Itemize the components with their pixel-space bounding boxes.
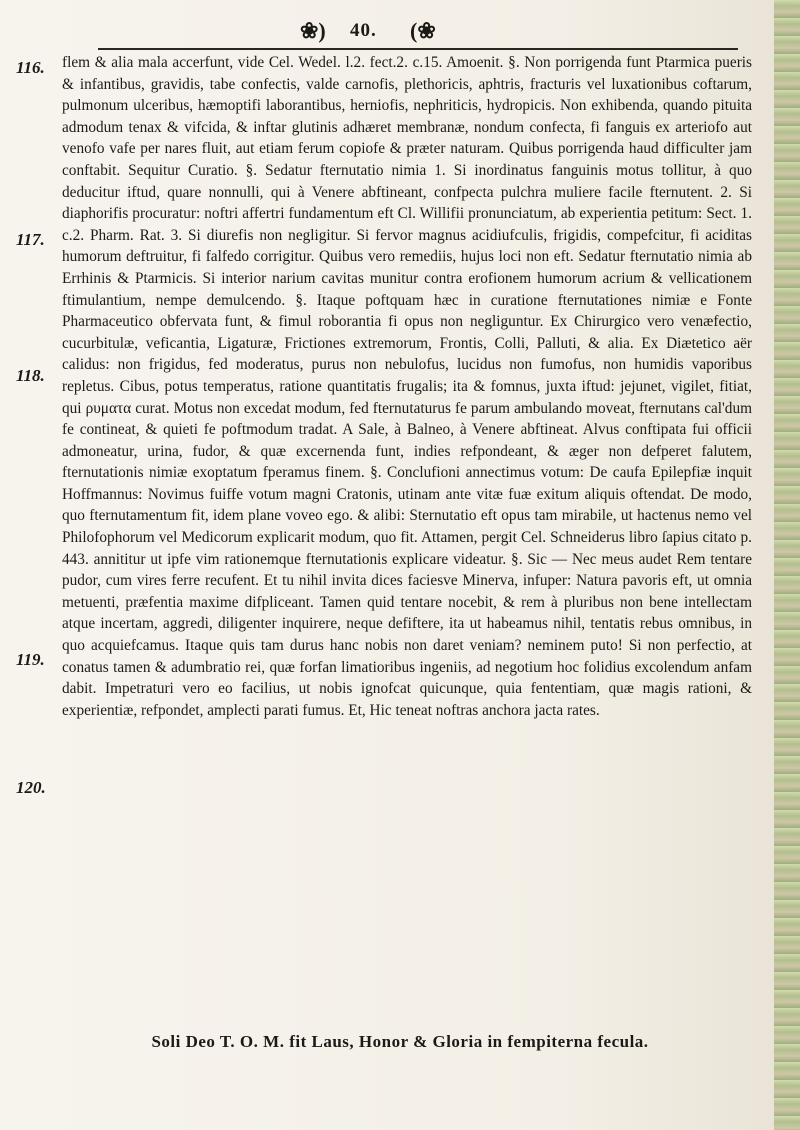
margin-number: 120. [16,778,46,797]
ornament-right: (❀ [410,18,436,43]
closing-doxology: Soli Deo T. O. M. fit Laus, Honor & Gloria in fempiterna fecula. [151,1032,649,1051]
page-header [0,10,800,46]
ornament-left: ❀) [300,18,326,43]
body-paragraph: flem & alia mala accerfunt, vide Cel. Wedel. l.2. fect.2. c.15. Amoenit. §. Non porrigenda funt Ptarmica pueris & infantibus, gravidis, tabe confectis, valde carnofis, plethoricis, aphtris, fracturis vel luxationibus coftarum, pulmonum ulceribus, hæmoptifi laborantibus, herniofis, nephriticis, hydropicis. Non exhibenda, quando pituita admodum tenax & vifcida, & inftar glutinis adhæret membranæ, nondum confecta, fi fanguis ex arteriofo aut venofo vafe per nares fluit, aut etiam ferum copiofe & præter naturam. Quibus porrigenda haud difficulter jam conftabit. Sequitur Curatio. §. Sedatur fternutatio nimia 1. Si inordinatus fanguinis motus tollitur, à quo deducitur iftud, quare nonnulli, qui à Venere abftineant, confpecta pulchra muliere facile fternutent. 2. Si diaphorifis procuratur: noftri affertri fundamentum eft Cl. Willifii pronunciatum, ab experientia petitum: Sect. 1. c.2. Pharm. Rat. 3. Si diurefis non negligitur. Si fervor magnus acidiufculis, frigidis, compefcitur, fi aciditas humorum deftruitur, fi falfedo corrigitur. Quibus vero remediis, hujus loci non eft. Sedatur fternutatio nimia ab Errhinis & Ptarmicis. Si interior narium cavitas munitur contra erofionem humorum acrium & vellicationem ftimulantium, nempe demulcendo. §. Itaque poftquam hæc in curatione fternutationes nimiæ e Fonte Pharmaceutico obfervata funt, & fimul roborantia fi opus non negliguntur. Ex Chirurgico vero venæfectio, cucurbitulæ, veficantia, Ligaturæ, Frictiones extremorum, Frontis, Colli, Palluti, & alia. Ex Diætetico aër calidus: non frigidus, fed moderatus, purus non nebulofus, lucidus non fumofus, non humidis vaporibus repletus. Cibus, potus temperatus, ratione quantitatis frugalis; ita & fomnus, juxta iftud: jejunet, vigilet, fitiat, qui ρυματα curat. Motus non excedat modum, fed fternutaturus fe parum ambulando moveat, fternutans cal'dum fe contineat, & quieti fe poftmodum tradat. A Sale, à Balneo, à Venere abftineat. Alvus conftipata fui officii admoneatur, urina, fudor, & quæ excernenda funt, indies refpondeant, & æger non defperet falutem, fternutationis nimiæ exoptatum fperamus finem. §. Conclufioni annectimus votum: De caufa Epilepfiæ inquit Hoffmannus: Novimus fuiffe votum magni Cratonis, utinam ante vitæ fuæ exitum aliquis oftendat. De modo, quo fternutamentum fit, idem plane voveo ego. & alibi: Sternutatio eft opus tam mirabile, ut hactenus nemo vel Philofophorum vel Medicorum explicarit modum, quo fit. Attamen, pergit Cel. Schneiderus libro ſapius citato p. 443. annititur ut ipfe vim rationemque fternutationis explicare videatur. §. Sic — Nec meus audet Rem tentare pudor, cum vires ferre recufent. Et tu nihil invita dices faciesve Minerva, infuper: Natura pavoris eft, ut omnia metuenti, præfentia maxime difpliceant. Tamen quid tentare nocebit, & rem à pluribus non bene intellectam atque incertam, aggredi, diligenter inquirere, neque defiftere, ita ut habeamus nihil, tentatis rebus omnibus, in quo acquiefcamus. Itaque quis tam durus hanc nobis non daret veniam? neminem puto! Si non perfectio, at conatus tamen & adumbratio rei, quæ forfan limatioribus ingeniis, ad negotium hoc folidius excolendum anfam dabit. Impetraturi vero eo facilius, ut nobis ignofcat quicunque, quia fententiam, quæ magis rationi, & experientiæ, refpondet, amplecti parati fumus. Et, Hic teneat noftras anchora jacta rates. [62,54,752,719]
margin-number: 119. [16,650,45,669]
page-edge [774,0,800,1130]
body-text-block [62,52,752,721]
margin-number: 117. [16,230,45,249]
margin-number: 118. [16,366,45,385]
page-number: 40. [350,20,377,41]
header-rule [98,48,738,50]
margin-number: 116. [16,58,45,77]
